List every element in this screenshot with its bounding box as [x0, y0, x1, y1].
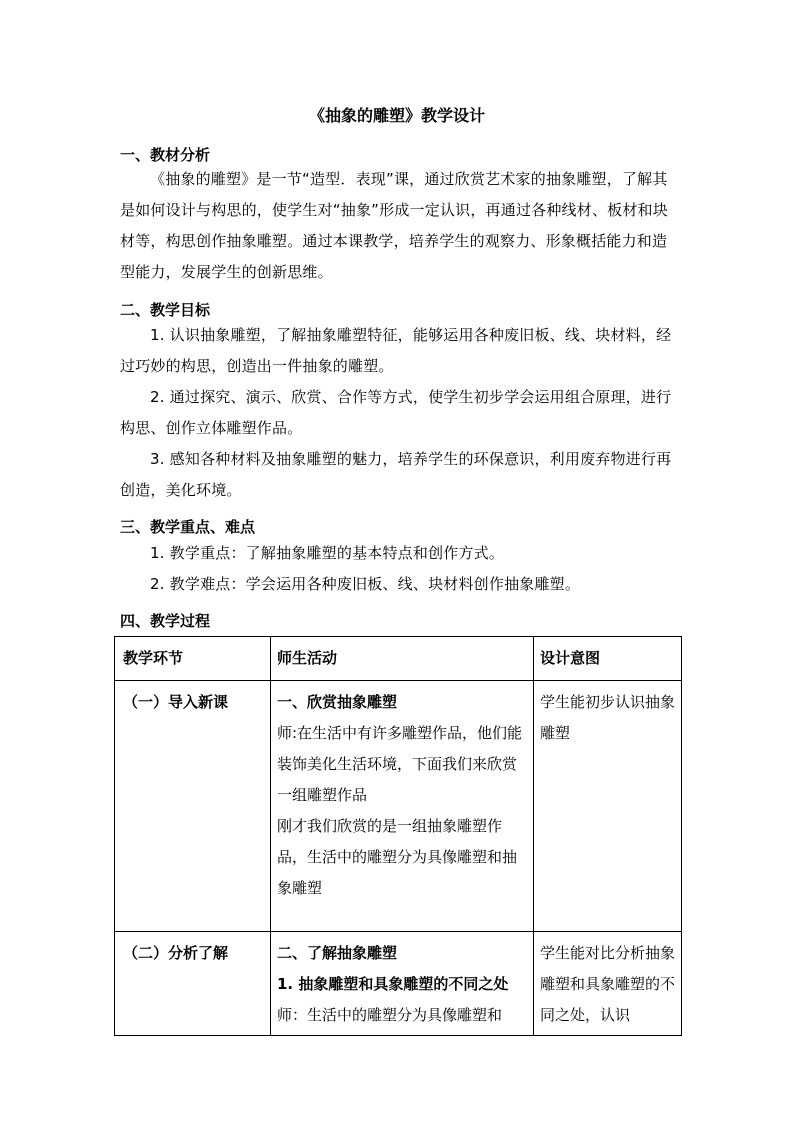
stage-cell: （二）分析了解: [115, 932, 271, 1036]
activity-text: 师：生活中的雕塑分为具像雕塑和: [277, 1006, 503, 1024]
activity-cell: [271, 681, 534, 932]
table-row: [115, 681, 682, 932]
section-heading-process: 四、教学过程: [120, 612, 211, 630]
teaching-process-table: [114, 636, 682, 1036]
key-point-item-2: 2. 教学难点：学会运用各种废旧板、线、块材料创作抽象雕塑。: [150, 575, 581, 593]
header-intent: 设计意图: [534, 637, 682, 681]
key-point-item-1: 1. 教学重点：了解抽象雕塑的基本特点和创作方式。: [150, 544, 505, 562]
document-title: 《抽象的雕塑》教学设计: [308, 106, 485, 125]
header-activity: 师生活动: [271, 637, 534, 681]
section-heading-objectives: 二、教学目标: [120, 301, 211, 319]
activity-title: 一、欣赏抽象雕塑: [277, 693, 398, 711]
section-heading-materials: 一、教材分析: [120, 146, 211, 164]
intent-cell: 学生能初步认识抽象雕塑: [534, 681, 682, 932]
objective-item-3: 3. 感知各种材料及抽象雕塑的魅力，培养学生的环保意识，利用废弃物进行再创造，美化环境。: [120, 450, 672, 499]
header-stage: 教学环节: [115, 637, 271, 681]
activity-subtitle: 1. 抽象雕塑和具象雕塑的不同之处: [277, 975, 509, 993]
activity-cell: [271, 932, 534, 1036]
materials-analysis-paragraph: 《抽象的雕塑》是一节“造型．表现”课，通过欣赏艺术家的抽象雕塑，了解其是如何设计与构思的，使学生对“抽象”形成一定认识，再通过各种线材、板材和块材等，构思创作抽象雕塑。通过本课教学，培养学生的观察力、形象概括能力和造型能力，发展学生的创新思维。: [120, 170, 668, 281]
table-row: [115, 932, 682, 1036]
intent-cell: 学生能对比分析抽象雕塑和具象雕塑的不同之处，认识: [534, 932, 682, 1036]
activity-text: 刚才我们欣赏的是一组抽象雕塑作品，生活中的雕塑分为具像雕塑和抽象雕塑: [277, 817, 518, 897]
activity-text: 师:在生活中有许多雕塑作品，他们能装饰美化生活环境，下面我们来欣赏一组雕塑作品: [277, 724, 523, 804]
section-heading-key-points: 三、教学重点、难点: [120, 518, 256, 536]
objective-item-1: 1. 认识抽象雕塑，了解抽象雕塑特征，能够运用各种废旧板、线、块材料，经过巧妙的构思，创造出一件抽象的雕塑。: [120, 326, 672, 375]
table-header-row: [115, 637, 682, 681]
objective-item-2: 2. 通过探究、演示、欣赏、合作等方式，使学生初步学会运用组合原理，进行构思、创作立体雕塑作品。: [120, 388, 672, 437]
activity-title: 二、了解抽象雕塑: [277, 944, 398, 962]
stage-cell: （一）导入新课: [115, 681, 271, 932]
